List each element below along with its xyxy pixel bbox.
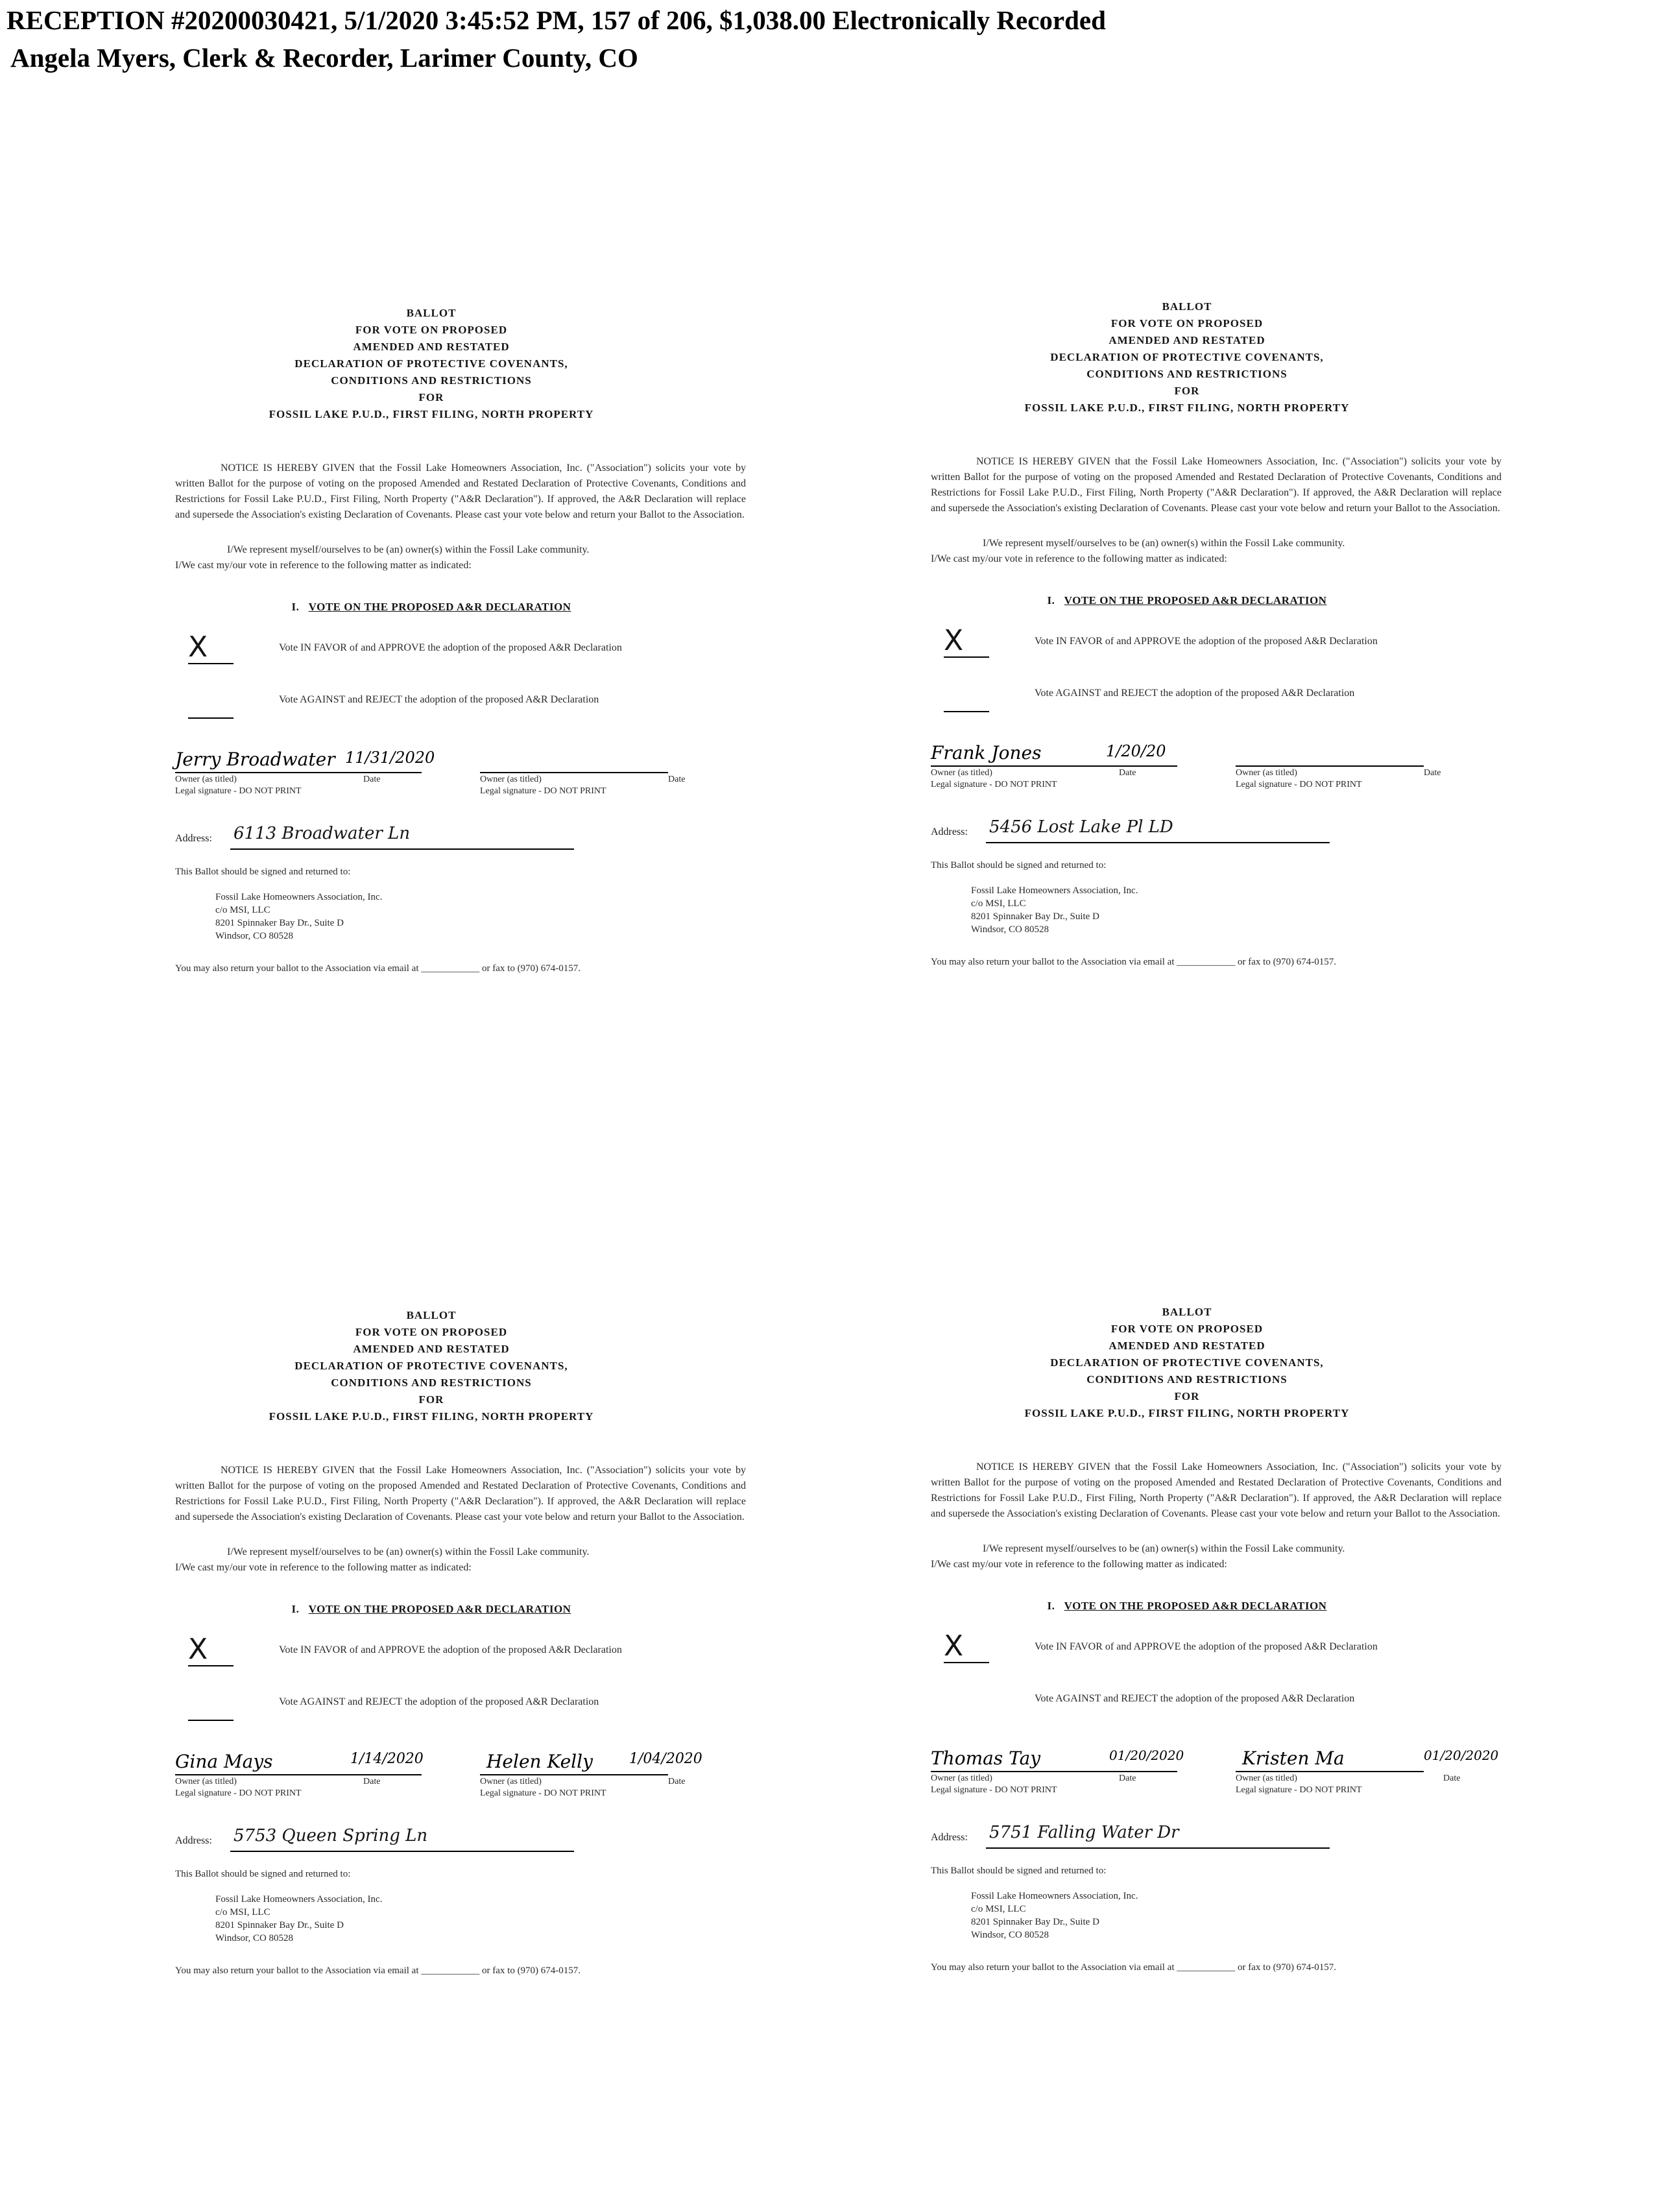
title-line: FOSSIL LAKE P.U.D., FIRST FILING, NORTH PROPERTY: [269, 1410, 594, 1423]
ballot-1: [175, 305, 798, 1103]
section-number: I.: [1047, 1600, 1055, 1612]
notice-paragraph: NOTICE IS HEREBY GIVEN that the Fossil Lake Homeowners Association, Inc. ("Association") solicits your vote by written Ballot for the purpose of voting on the proposed Amended and Restated Declaration of Protective Covenants, Conditions and Restrictions for Fossil Lake P.U.D., First Filing, North Property ("A&R Declaration"). If approved, the A&R Declaration will replace and supersede the Association's existing Declaration of Covenants. Please cast your vote below and return your Ballot to the Association.: [931, 1461, 1502, 1519]
title-line: FOR: [1174, 385, 1200, 397]
title-line: BALLOT: [1162, 300, 1212, 313]
email-instructions: You may also return your ballot to the Association via email at ____________ or fax to (970) 674-0157.: [175, 963, 581, 974]
ballot-title: [931, 1304, 1443, 1422]
against-mark[interactable]: [944, 1697, 989, 1716]
legal-sig-caption-2: Legal signature - DO NOT PRINT: [1236, 1785, 1362, 1795]
favor-text: Vote IN FAVOR of and APPROVE the adoption of the proposed A&R Declaration: [279, 642, 622, 653]
fax-text: or fax to (970) 674-0157.: [482, 1966, 581, 1976]
title-line: FOR VOTE ON PROPOSED: [1110, 1323, 1264, 1335]
owner-caption-2: Owner (as titled): [1236, 768, 1297, 778]
fax-text: or fax to (970) 674-0157.: [482, 963, 581, 974]
return-address-line: 8201 Spinnaker Bay Dr., Suite D: [215, 918, 344, 928]
date-1[interactable]: 01/20/2020: [1109, 1748, 1184, 1763]
email-text: You may also return your ballot to the Association via email at: [931, 1962, 1175, 1973]
signature-line-2: [1236, 1771, 1424, 1772]
signature-line-2: [480, 772, 668, 773]
title-line: DECLARATION OF PROTECTIVE COVENANTS,: [294, 357, 568, 370]
return-address-line: Windsor, CO 80528: [215, 1933, 294, 1943]
title-line: BALLOT: [406, 1309, 457, 1321]
signature-area: [175, 749, 759, 800]
return-address: [971, 884, 1553, 936]
vote-against-row: [931, 685, 1553, 711]
address-field[interactable]: 5751 Falling Water Dr: [989, 1823, 1179, 1842]
address-field[interactable]: 5456 Lost Lake Pl LD: [989, 817, 1173, 837]
legal-sig-caption-1: Legal signature - DO NOT PRINT: [175, 1788, 302, 1798]
against-mark[interactable]: [188, 698, 234, 719]
title-line: CONDITIONS AND RESTRICTIONS: [1086, 1373, 1288, 1386]
signature-line-1: [175, 1774, 422, 1775]
return-address-line: Windsor, CO 80528: [971, 924, 1049, 935]
date-caption-1: Date: [363, 775, 381, 784]
title-line: FOR: [1174, 1390, 1200, 1402]
return-address-line: c/o MSI, LLC: [971, 898, 1026, 909]
date-caption-2: Date: [668, 775, 686, 784]
against-text: Vote AGAINST and REJECT the adoption of the proposed A&R Declaration: [279, 694, 599, 705]
title-line: AMENDED AND RESTATED: [353, 341, 510, 353]
vote-favor-row: [931, 624, 1553, 659]
address-field[interactable]: 5753 Queen Spring Ln: [234, 1826, 428, 1845]
title-line: AMENDED AND RESTATED: [1109, 334, 1265, 346]
address-line: [230, 848, 574, 850]
ballot-3: [175, 1307, 798, 2105]
signature-area: [931, 1748, 1515, 1799]
favor-mark[interactable]: X: [188, 1634, 234, 1666]
recording-header: [6, 1, 1106, 77]
section-heading: [931, 594, 1443, 607]
section-title: VOTE ON THE PROPOSED A&R DECLARATION: [1064, 1600, 1327, 1612]
title-line: CONDITIONS AND RESTRICTIONS: [331, 1376, 532, 1389]
title-line: FOR: [418, 391, 444, 403]
title-line: DECLARATION OF PROTECTIVE COVENANTS,: [1050, 351, 1324, 363]
ballot-title: [175, 1307, 688, 1425]
ballot-2: [931, 298, 1553, 1096]
date-caption-2: Date: [668, 1777, 686, 1786]
section-heading: [175, 601, 688, 614]
return-address: [215, 1893, 798, 1945]
title-line: CONDITIONS AND RESTRICTIONS: [1086, 368, 1288, 380]
owner-caption-2: Owner (as titled): [480, 1777, 542, 1786]
represent-line: I/We cast my/our vote in reference to the following matter as indicated:: [175, 560, 472, 571]
return-instructions: This Ballot should be signed and returned to:: [931, 860, 1107, 871]
represent-line: I/We represent myself/ourselves to be (an) owner(s) within the Fossil Lake community.: [227, 544, 590, 555]
email-instructions: You may also return your ballot to the Association via email at ____________ or fax to (970) 674-0157.: [175, 1966, 581, 1976]
return-address-line: Fossil Lake Homeowners Association, Inc.: [971, 885, 1138, 896]
favor-mark[interactable]: X: [944, 625, 989, 658]
signature-2[interactable]: Kristen Ma: [1242, 1748, 1345, 1769]
legal-sig-caption-1: Legal signature - DO NOT PRINT: [175, 786, 302, 796]
vote-favor-row: [931, 1629, 1553, 1665]
section-heading: [931, 1600, 1443, 1613]
representation: [931, 536, 1502, 567]
representation: [931, 1541, 1502, 1572]
owner-caption-1: Owner (as titled): [175, 1777, 237, 1786]
against-mark[interactable]: [188, 1700, 234, 1721]
address-line: [986, 1847, 1330, 1849]
title-line: FOR VOTE ON PROPOSED: [355, 324, 508, 336]
favor-mark[interactable]: X: [944, 1631, 989, 1663]
address-row: [931, 817, 1515, 847]
ballot-title: [931, 298, 1443, 416]
title-line: FOR VOTE ON PROPOSED: [1110, 317, 1264, 330]
title-line: FOR VOTE ON PROPOSED: [355, 1326, 508, 1338]
owner-caption-1: Owner (as titled): [175, 775, 237, 784]
vote-against-row: [931, 1690, 1553, 1716]
legal-sig-caption-2: Legal signature - DO NOT PRINT: [1236, 780, 1362, 789]
title-line: FOSSIL LAKE P.U.D., FIRST FILING, NORTH PROPERTY: [269, 408, 594, 420]
represent-line: I/We represent myself/ourselves to be (an) owner(s) within the Fossil Lake community.: [227, 1546, 590, 1557]
represent-line: I/We cast my/our vote in reference to the following matter as indicated:: [931, 1559, 1227, 1570]
legal-sig-caption-1: Legal signature - DO NOT PRINT: [931, 780, 1057, 789]
title-line: BALLOT: [1162, 1306, 1212, 1318]
title-line: AMENDED AND RESTATED: [1109, 1340, 1265, 1352]
vote-against-row: [175, 1694, 798, 1720]
return-instructions: This Ballot should be signed and returned to:: [175, 867, 351, 877]
return-address-line: 8201 Spinnaker Bay Dr., Suite D: [215, 1920, 344, 1930]
owner-caption-2: Owner (as titled): [1236, 1773, 1297, 1783]
email-text: You may also return your ballot to the Association via email at: [175, 963, 419, 974]
legal-sig-caption-1: Legal signature - DO NOT PRINT: [931, 1785, 1057, 1795]
against-text: Vote AGAINST and REJECT the adoption of the proposed A&R Declaration: [1035, 688, 1355, 699]
address-row: [931, 1823, 1515, 1853]
email-text: You may also return your ballot to the Association via email at: [175, 1966, 419, 1976]
signature-area: [931, 742, 1515, 794]
owner-caption-1: Owner (as titled): [931, 1773, 992, 1783]
title-line: FOR: [418, 1393, 444, 1406]
favor-text: Vote IN FAVOR of and APPROVE the adoption of the proposed A&R Declaration: [1035, 1641, 1378, 1652]
owner-caption-1: Owner (as titled): [931, 768, 992, 778]
title-line: FOSSIL LAKE P.U.D., FIRST FILING, NORTH PROPERTY: [1024, 402, 1350, 414]
section-heading: [175, 1603, 688, 1616]
favor-text: Vote IN FAVOR of and APPROVE the adoption of the proposed A&R Declaration: [1035, 636, 1378, 647]
fax-text: or fax to (970) 674-0157.: [1238, 1962, 1337, 1973]
section-title: VOTE ON THE PROPOSED A&R DECLARATION: [308, 1603, 571, 1615]
signature-1[interactable]: Frank Jones: [931, 742, 1042, 763]
notice-paragraph: NOTICE IS HEREBY GIVEN that the Fossil Lake Homeowners Association, Inc. ("Association") solicits your vote by written Ballot for the purpose of voting on the proposed Amended and Restated Declaration of Protective Covenants, Conditions and Restrictions for Fossil Lake P.U.D., First Filing, North Property ("A&R Declaration"). If approved, the A&R Declaration will replace and supersede the Association's existing Declaration of Covenants. Please cast your vote below and return your Ballot to the Association.: [931, 456, 1502, 514]
date-2[interactable]: 1/04/2020: [629, 1751, 702, 1767]
signature-line-2: [480, 1774, 668, 1775]
date-2[interactable]: 01/20/2020: [1424, 1748, 1499, 1763]
return-address-line: 8201 Spinnaker Bay Dr., Suite D: [971, 1917, 1099, 1927]
signature-1[interactable]: Gina Mays: [175, 1751, 273, 1772]
section-number: I.: [291, 1603, 300, 1615]
return-address-line: 8201 Spinnaker Bay Dr., Suite D: [971, 911, 1099, 922]
return-address-line: Fossil Lake Homeowners Association, Inc.: [215, 892, 383, 902]
address-label: Address:: [175, 833, 212, 844]
title-line: CONDITIONS AND RESTRICTIONS: [331, 374, 532, 387]
address-row: [175, 824, 759, 854]
favor-mark[interactable]: X: [188, 632, 234, 664]
return-address-line: Fossil Lake Homeowners Association, Inc.: [971, 1891, 1138, 1901]
notice-paragraph: NOTICE IS HEREBY GIVEN that the Fossil Lake Homeowners Association, Inc. ("Association") solicits your vote by written Ballot for the purpose of voting on the proposed Amended and Restated Declaration of Protective Covenants, Conditions and Restrictions for Fossil Lake P.U.D., First Filing, North Property ("A&R Declaration"). If approved, the A&R Declaration will replace and supersede the Association's existing Declaration of Covenants. Please cast your vote below and return your Ballot to the Association.: [175, 1465, 746, 1522]
owner-caption-2: Owner (as titled): [480, 775, 542, 784]
address-label: Address:: [931, 826, 968, 837]
return-instructions: This Ballot should be signed and returned to:: [931, 1866, 1107, 1876]
vote-favor-row: [175, 631, 798, 666]
against-mark[interactable]: [944, 691, 989, 712]
email-instructions: You may also return your ballot to the Association via email at ____________ or fax to (970) 674-0157.: [931, 957, 1337, 967]
date-1[interactable]: 1/20/20: [1106, 742, 1166, 760]
section-title: VOTE ON THE PROPOSED A&R DECLARATION: [1064, 594, 1327, 607]
representation: [175, 1545, 746, 1576]
vote-favor-row: [175, 1633, 798, 1668]
recording-line-1: RECEPTION #20200030421, 5/1/2020 3:45:52 PM, 157 of 206, $1,038.00 Electronically Recorded: [6, 5, 1106, 35]
return-address-line: Fossil Lake Homeowners Association, Inc.: [215, 1894, 383, 1905]
return-address-line: c/o MSI, LLC: [971, 1904, 1026, 1914]
return-address: [215, 891, 798, 943]
date-caption-2: Date: [1443, 1773, 1461, 1783]
signature-1[interactable]: Thomas Tay: [931, 1748, 1041, 1769]
signature-line-1: [931, 765, 1177, 767]
address-line: [230, 1851, 574, 1852]
address-label: Address:: [931, 1832, 968, 1843]
representation: [175, 542, 746, 573]
signature-line-1: [931, 1771, 1177, 1772]
title-line: DECLARATION OF PROTECTIVE COVENANTS,: [1050, 1356, 1324, 1369]
represent-line: I/We cast my/our vote in reference to the following matter as indicated:: [175, 1562, 472, 1573]
return-address-line: c/o MSI, LLC: [215, 1907, 270, 1917]
address-label: Address:: [175, 1835, 212, 1846]
represent-line: I/We cast my/our vote in reference to the following matter as indicated:: [931, 553, 1227, 564]
signature-1[interactable]: Jerry Broadwater: [175, 749, 335, 770]
against-text: Vote AGAINST and REJECT the adoption of the proposed A&R Declaration: [1035, 1693, 1355, 1704]
signature-2[interactable]: Helen Kelly: [486, 1751, 593, 1772]
title-line: AMENDED AND RESTATED: [353, 1343, 510, 1355]
address-line: [986, 842, 1330, 843]
date-caption-1: Date: [1119, 1773, 1136, 1783]
return-instructions: This Ballot should be signed and returned to:: [175, 1869, 351, 1879]
vote-against-row: [175, 691, 798, 717]
signature-line-1: [175, 772, 422, 773]
ballot-4: [931, 1304, 1553, 2102]
email-instructions: You may also return your ballot to the Association via email at ____________ or fax to (970) 674-0157.: [931, 1962, 1337, 1973]
represent-line: I/We represent myself/ourselves to be (an) owner(s) within the Fossil Lake community.: [983, 1543, 1345, 1554]
recording-line-2: Angela Myers, Clerk & Recorder, Larimer County, CO: [10, 43, 638, 73]
return-address-line: c/o MSI, LLC: [215, 905, 270, 915]
email-text: You may also return your ballot to the Association via email at: [931, 957, 1175, 967]
date-caption-2: Date: [1424, 768, 1441, 778]
section-title: VOTE ON THE PROPOSED A&R DECLARATION: [308, 601, 571, 613]
signature-area: [175, 1751, 759, 1803]
address-field[interactable]: 6113 Broadwater Ln: [234, 824, 411, 843]
title-line: FOSSIL LAKE P.U.D., FIRST FILING, NORTH PROPERTY: [1024, 1407, 1350, 1419]
against-text: Vote AGAINST and REJECT the adoption of the proposed A&R Declaration: [279, 1696, 599, 1707]
fax-text: or fax to (970) 674-0157.: [1238, 957, 1337, 967]
address-row: [175, 1826, 759, 1856]
title-line: BALLOT: [406, 307, 457, 319]
return-address-line: Windsor, CO 80528: [215, 931, 294, 941]
legal-sig-caption-2: Legal signature - DO NOT PRINT: [480, 786, 606, 796]
signature-line-2: [1236, 765, 1424, 767]
ballot-title: [175, 305, 688, 423]
date-1[interactable]: 1/14/2020: [350, 1751, 424, 1767]
section-number: I.: [1047, 594, 1055, 607]
legal-sig-caption-2: Legal signature - DO NOT PRINT: [480, 1788, 606, 1798]
notice-paragraph: NOTICE IS HEREBY GIVEN that the Fossil Lake Homeowners Association, Inc. ("Association") solicits your vote by written Ballot for the purpose of voting on the proposed Amended and Restated Declaration of Protective Covenants, Conditions and Restrictions for Fossil Lake P.U.D., First Filing, North Property ("A&R Declaration"). If approved, the A&R Declaration will replace and supersede the Association's existing Declaration of Covenants. Please cast your vote below and return your Ballot to the Association.: [175, 463, 746, 520]
favor-text: Vote IN FAVOR of and APPROVE the adoption of the proposed A&R Declaration: [279, 1644, 622, 1655]
section-number: I.: [291, 601, 300, 613]
date-1[interactable]: 11/31/2020: [345, 749, 435, 767]
return-address-line: Windsor, CO 80528: [971, 1930, 1049, 1940]
represent-line: I/We represent myself/ourselves to be (an) owner(s) within the Fossil Lake community.: [983, 538, 1345, 549]
title-line: DECLARATION OF PROTECTIVE COVENANTS,: [294, 1360, 568, 1372]
date-caption-1: Date: [363, 1777, 381, 1786]
return-address: [971, 1890, 1553, 1942]
date-caption-1: Date: [1119, 768, 1136, 778]
